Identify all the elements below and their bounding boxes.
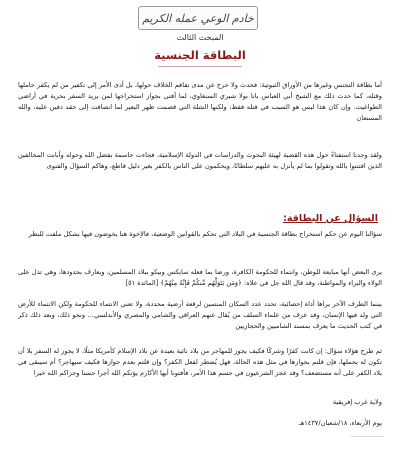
intro-paragraph-1: أما بطاقة التجنس وغيرها من الأوراق الثبوتية: فحدث ولا حرج عن مدى تفاقم الخلاف حولها، بل أدى الأمر إلى تكفير من لم يكفر حاملها وقتله، كما حدث ذلك مع الشيخ أبي العباس بانا بولا شيري السنغاوي، لما أفتى بجواز استخراجها لمن يريد السفر بحرية في أراضي الطواغيت. وإن كان هذا ليس هو السبب في قتله فقط، ولكنها الشلة التي قصمت ظهر البعير لما انصافت إلى حقد دفين عليه، والله المستعان <box>18 81 382 122</box>
title-divider <box>158 66 242 67</box>
page-title: البطاقة الجنسية <box>154 48 246 62</box>
header-banner: خادم الوعي عمله الكريم <box>138 6 258 30</box>
question-title: السؤال عن البطاقة: <box>283 213 378 224</box>
body-paragraph-3: ثم طرح هؤلاء سؤال: إن كانت كفرًا وشركًا فكيف يجوز للمهاجر من بلاد نائية بعيدة عن بلاد الإسلام كأمريكا مثلًا، لا يجوز له السفر بلا أن تكون له بحملها، فإن قلتم بجوازها في مثل هذه الحالة، فهل يُضطر لفعل الكفر؟ وإن قلتم بعدم جوازها فكيف سيهاجر؟ أم سيبقى في بلاد الكفر على أنه مستضعف؟ وقد عجز الشرعيون في حسم هذا الأمر، فأفتونا أيها الأكارم يؤتكم الله أجرا حسنا وجزاكم الله خيرا <box>18 347 382 377</box>
question-body: سؤالنا اليوم عن حكم استخراج بطاقة الجنسية في البلاد التي تحكم بالقوانين الوضعية، فالإخوة هنا يخوضون فيها بشكل ملفت للنظر <box>28 230 382 238</box>
signature-line: ولاية غرب إفريقية <box>332 398 382 406</box>
body-paragraph-1: يرى البعض أنها مبايعة للوطن، وانتماء للحكومة الكافرة، ورضا بما فعله سايكس وبيكو ببلاد المسلمين، ويعارف بحدودها، وهي تدل على الولاء والبراء والمواطنة، وقد قال الله جل في علاه: ﴿وَمَن يَتَوَلَّهُم مِّنكُمْ فَإِنَّهُ مِنْهُمْ﴾ [المائدة ٥١] <box>18 268 382 287</box>
footer-divider <box>350 436 384 449</box>
body-paragraph-2: بينما الطرف الآخر يراها أداة إحصائية، تحدد عدد السكان المنتمين لرقعة أرضية محددة، ولا تعني الانتماء للحكومة ولكن الانتماء للأرض التي ولد فيها الإنسان، وقد عرف من علماء السلف من يُقال عنهم العراقي والشامي والمصري والأندلسي… ونحو ذلك، وبعد ذلك ذكر في كتب الحديث ما يعرف بمسند الشاميين والحجازيين <box>18 300 382 330</box>
section-label: المبحث الثالث <box>176 33 224 42</box>
document-date: يوم الأربعاء، ١٨/شعبان/١٤٣٧هـ <box>298 419 382 427</box>
intro-paragraph-2: ولقد وجدنا استفتاءً حول هذه القضية لهيئة البحوث والدراسات في الدولة الإسلامية، فجاءت حاسمة بفضل الله وحوله وأبانت المخالفين الذين افتتنوا بالله وتقولوا بما لم يأنزل به عليهم سلطانًا، ويحكمون على الناس بالكفر بغير دليل قاطع، وهاكم السؤال والفتوى <box>18 151 382 170</box>
